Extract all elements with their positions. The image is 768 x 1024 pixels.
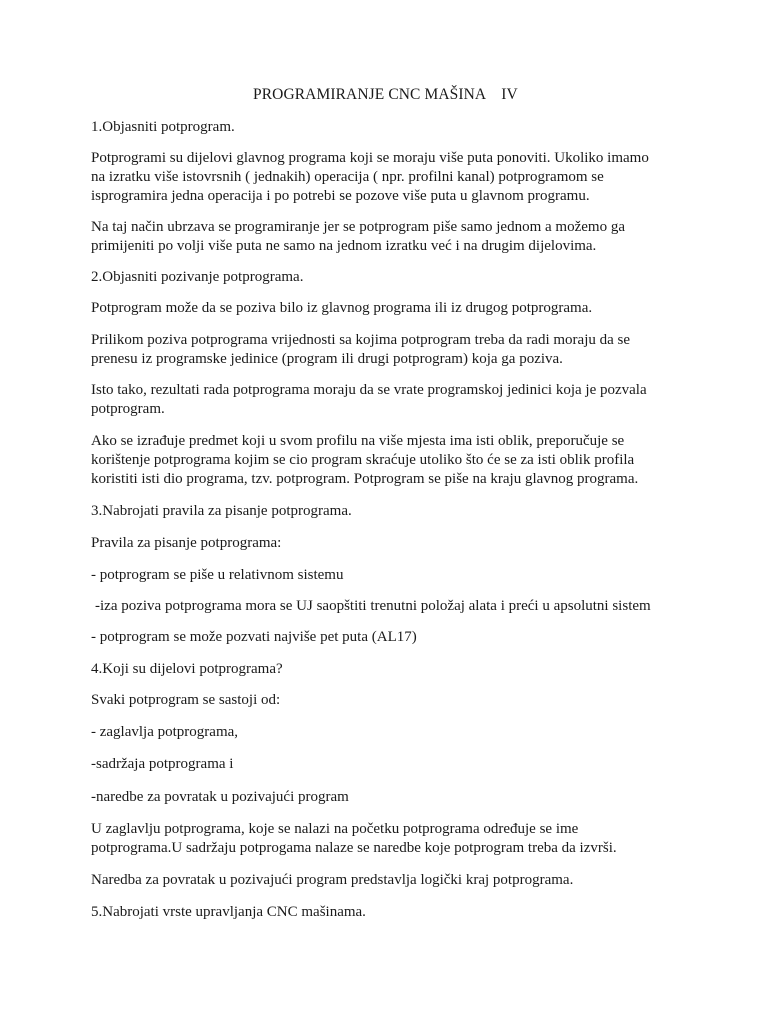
document-title: PROGRAMIRANJE CNC MAŠINA IV (253, 86, 518, 103)
paragraph-line: Potprogram može da se poziva bilo iz glavnog programa ili iz drugog potprograma. (91, 300, 593, 316)
paragraph-line: Ako se izrađuje predmet koji u svom profilu na više mjesta ima isti oblik, preporučuje se (91, 433, 625, 449)
list-item: -iza poziva potprograma mora se UJ saopštiti trenutni položaj alata i preći u apsolutni sistem (95, 598, 651, 614)
paragraph-line: na izratku više istovrsnih ( jednakih) operacija ( npr. profilni kanal) potprogramom se (91, 169, 604, 185)
list-item: - zaglavlja potprograma, (91, 724, 239, 740)
paragraph-line: isprogramira jedna operacija i po potrebi se pozove više puta u glavnom programu. (91, 188, 590, 204)
paragraph-line: korištenje potprograma kojim se cio program skraćuje utoliko što će se za isti oblik profila (91, 452, 635, 468)
paragraph-line: Pravila za pisanje potprograma: (91, 535, 282, 551)
paragraph-line: potprogram. (91, 401, 165, 417)
paragraph-line: Na taj način ubrzava se programiranje jer se potprogram piše samo jednom a možemo ga (91, 219, 625, 235)
question-2-heading: 2.Objasniti pozivanje potprograma. (91, 269, 304, 285)
paragraph-line: potprograma.U sadržaju potprogama nalaze se naredbe koje potprogram treba da izvrši. (91, 840, 617, 856)
list-item: - potprogram se piše u relativnom sistemu (91, 567, 344, 583)
question-3-heading: 3.Nabrojati pravila za pisanje potprograma. (91, 503, 352, 519)
paragraph-line: Svaki potprogram se sastoji od: (91, 692, 281, 708)
paragraph-line: Isto tako, rezultati rada potprograma moraju da se vrate programskoj jedinici koja je pozvala (91, 382, 647, 398)
question-5-heading: 5.Nabrojati vrste upravljanja CNC mašinama. (91, 904, 366, 920)
paragraph-line: Prilikom poziva potprograma vrijednosti sa kojima potprogram treba da radi moraju da se (91, 332, 631, 348)
paragraph-line: prenesu iz programske jedinice (program ili drugi potprogram) koja ga poziva. (91, 351, 563, 367)
paragraph-line: U zaglavlju potprograma, koje se nalazi na početku potprograma određuje se ime (91, 821, 579, 837)
question-1-heading: 1.Objasniti potprogram. (91, 119, 235, 135)
paragraph-line: Potprogrami su dijelovi glavnog programa koji se moraju više puta ponoviti. Ukoliko imamo (91, 150, 649, 166)
list-item: -naredbe za povratak u pozivajući program (91, 789, 349, 805)
paragraph-line: Naredba za povratak u pozivajući program predstavlja logički kraj potprograma. (91, 872, 574, 888)
question-4-heading: 4.Koji su dijelovi potprograma? (91, 661, 283, 677)
list-item: -sadržaja potprograma i (91, 756, 234, 772)
paragraph-line: primijeniti po volji više puta ne samo na jednom izratku već i na drugim dijelovima. (91, 238, 597, 254)
list-item: - potprogram se može pozvati najviše pet puta (AL17) (91, 629, 417, 645)
paragraph-line: koristiti isti dio programa, tzv. potprogram. Potprogram se piše na kraju glavnog programa. (91, 471, 639, 487)
